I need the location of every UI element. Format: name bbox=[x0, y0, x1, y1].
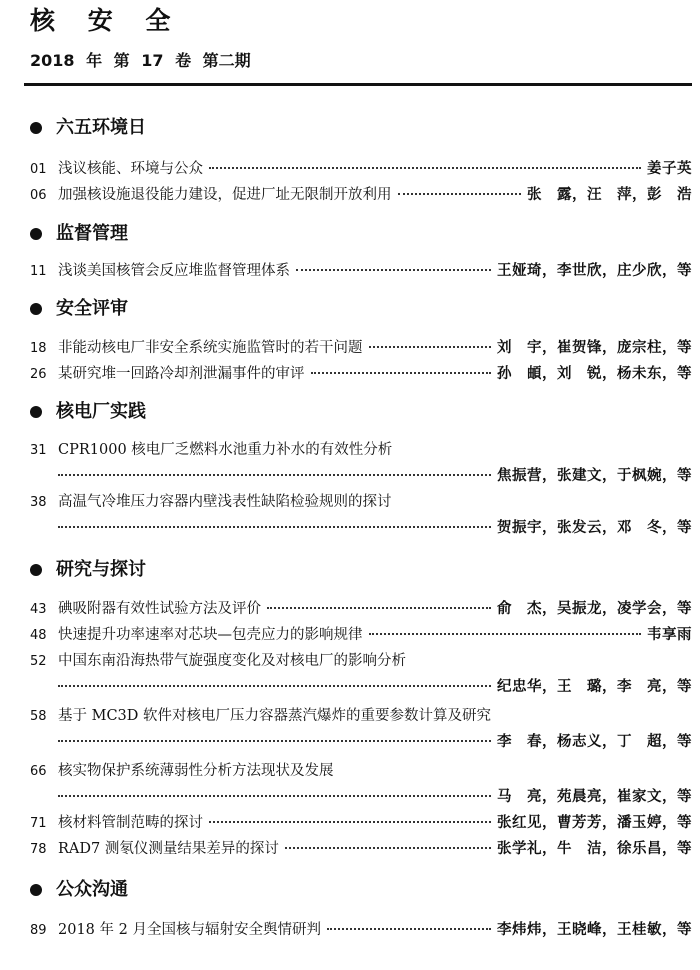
page-number: 11 bbox=[30, 264, 47, 279]
article-title: 碘吸附器有效性试验方法及评价 bbox=[58, 601, 261, 617]
toc-entry[interactable] bbox=[30, 157, 692, 181]
toc-entry[interactable] bbox=[30, 623, 692, 647]
toc-entry[interactable] bbox=[30, 837, 692, 861]
leader-dots bbox=[209, 821, 491, 823]
section-heading bbox=[30, 398, 146, 426]
page-number: 71 bbox=[30, 816, 47, 831]
section-title: 六五环境日 bbox=[56, 117, 146, 138]
toc-entry-title[interactable] bbox=[30, 649, 692, 673]
article-title: 加强核设施退役能力建设，促进厂址无限制开放利用 bbox=[58, 187, 392, 203]
page-number: 06 bbox=[30, 188, 47, 203]
toc-entry[interactable] bbox=[30, 918, 692, 942]
bullet-icon bbox=[30, 564, 42, 576]
page-number: 89 bbox=[30, 923, 47, 938]
article-title: CPR1000 核电厂乏燃料水池重力补水的有效性分析 bbox=[58, 442, 393, 458]
bullet-icon bbox=[30, 884, 42, 896]
section-heading bbox=[30, 876, 128, 904]
article-authors: 孙 頔，刘 锐，杨未东，等 bbox=[497, 365, 692, 382]
page-number: 78 bbox=[30, 842, 47, 857]
section-heading bbox=[30, 556, 146, 584]
section-heading bbox=[30, 220, 128, 248]
toc-entry-authors[interactable] bbox=[58, 730, 692, 754]
toc-entry-authors[interactable] bbox=[58, 785, 692, 809]
toc-entry-authors[interactable] bbox=[58, 675, 692, 699]
header-rule bbox=[24, 83, 692, 86]
leader-dots bbox=[58, 474, 491, 476]
page-number: 26 bbox=[30, 367, 47, 382]
page-number: 58 bbox=[30, 709, 47, 724]
article-title: 2018 年 2 月全国核与辐射安全舆情研判 bbox=[58, 922, 321, 938]
leader-dots bbox=[398, 193, 522, 195]
article-title: 高温气冷堆压力容器内壁浅表性缺陷检验规则的探讨 bbox=[58, 494, 392, 510]
article-title: 核材料管制范畴的探讨 bbox=[58, 815, 203, 831]
page-number: 01 bbox=[30, 162, 47, 177]
article-title: 浅议核能、环境与公众 bbox=[58, 161, 203, 177]
article-authors: 俞 杰，吴振龙，凌学会，等 bbox=[497, 600, 692, 617]
article-authors: 马 亮，苑晨亮，崔家文，等 bbox=[497, 788, 692, 805]
section-title: 监督管理 bbox=[56, 223, 128, 244]
journal-title: 核 安 全 bbox=[30, 6, 183, 35]
article-authors: 纪忠华，王 璐，李 亮，等 bbox=[497, 678, 692, 695]
section-heading bbox=[30, 114, 146, 142]
toc-entry-title[interactable] bbox=[30, 490, 692, 514]
leader-dots bbox=[58, 685, 491, 687]
article-authors: 姜子英 bbox=[647, 160, 692, 177]
bullet-icon bbox=[30, 406, 42, 418]
page-number: 66 bbox=[30, 764, 47, 779]
section-title: 安全评审 bbox=[56, 298, 128, 319]
toc-entry-title[interactable] bbox=[30, 438, 692, 462]
toc-entry[interactable] bbox=[30, 183, 692, 207]
leader-dots bbox=[311, 372, 492, 374]
article-authors: 张红见，曹芳芳，潘玉婷，等 bbox=[497, 814, 692, 831]
toc-entry[interactable] bbox=[30, 336, 692, 360]
section-heading bbox=[30, 295, 128, 323]
section-title: 研究与探讨 bbox=[56, 559, 146, 580]
article-authors: 韦享雨 bbox=[647, 626, 692, 643]
leader-dots bbox=[267, 607, 491, 609]
article-authors: 张学礼，牛 洁，徐乐昌，等 bbox=[497, 840, 692, 857]
toc-entry[interactable] bbox=[30, 597, 692, 621]
leader-dots bbox=[296, 269, 491, 271]
article-title: 某研究堆一回路冷却剂泄漏事件的审评 bbox=[58, 366, 305, 382]
page-number: 31 bbox=[30, 443, 47, 458]
article-title: 核实物保护系统薄弱性分析方法现状及发展 bbox=[58, 763, 334, 779]
leader-dots bbox=[327, 928, 491, 930]
page-number: 38 bbox=[30, 495, 47, 510]
leader-dots bbox=[58, 795, 491, 797]
bullet-icon bbox=[30, 122, 42, 134]
page-number: 43 bbox=[30, 602, 47, 617]
toc-entry[interactable] bbox=[30, 811, 692, 835]
leader-dots bbox=[209, 167, 641, 169]
leader-dots bbox=[369, 346, 492, 348]
article-authors: 刘 宇，崔贺锋，庞宗柱，等 bbox=[497, 339, 692, 356]
section-title: 核电厂实践 bbox=[56, 401, 146, 422]
toc-entry-authors[interactable] bbox=[58, 516, 692, 540]
page-number: 52 bbox=[30, 654, 47, 669]
toc-entry-title[interactable] bbox=[30, 759, 692, 783]
bullet-icon bbox=[30, 303, 42, 315]
article-authors: 焦振营，张建文，于枫婉，等 bbox=[497, 467, 692, 484]
article-title: 非能动核电厂非安全系统实施监管时的若干问题 bbox=[58, 340, 363, 356]
article-title: 快速提升功率速率对芯块—包壳应力的影响规律 bbox=[58, 627, 363, 643]
toc-entry-title[interactable] bbox=[30, 704, 692, 728]
leader-dots bbox=[285, 847, 491, 849]
page-number: 18 bbox=[30, 341, 47, 356]
issue-line: 2018 年 第 17 卷 第二期 bbox=[30, 51, 251, 70]
article-authors: 贺振宇，张发云，邓 冬，等 bbox=[497, 519, 692, 536]
page-number: 48 bbox=[30, 628, 47, 643]
toc-entry[interactable] bbox=[30, 362, 692, 386]
toc-entry[interactable] bbox=[30, 259, 692, 283]
article-title: 中国东南沿海热带气旋强度变化及对核电厂的影响分析 bbox=[58, 653, 406, 669]
toc-entry-authors[interactable] bbox=[58, 464, 692, 488]
article-title: 浅谈美国核管会反应堆监督管理体系 bbox=[58, 263, 290, 279]
article-authors: 李炜炜，王晓峰，王桂敏，等 bbox=[497, 921, 692, 938]
article-authors: 李 春，杨志义，丁 超，等 bbox=[497, 733, 692, 750]
leader-dots bbox=[369, 633, 642, 635]
article-title: RAD7 测氡仪测量结果差异的探讨 bbox=[58, 841, 279, 857]
section-title: 公众沟通 bbox=[56, 879, 128, 900]
article-title: 基于 MC3D 软件对核电厂压力容器蒸汽爆炸的重要参数计算及研究 bbox=[58, 708, 492, 724]
article-authors: 王娅琦，李世欣，庄少欣，等 bbox=[497, 262, 692, 279]
article-authors: 张 露，汪 萍，彭 浩 bbox=[527, 186, 692, 203]
bullet-icon bbox=[30, 228, 42, 240]
leader-dots bbox=[58, 526, 491, 528]
leader-dots bbox=[58, 740, 491, 742]
